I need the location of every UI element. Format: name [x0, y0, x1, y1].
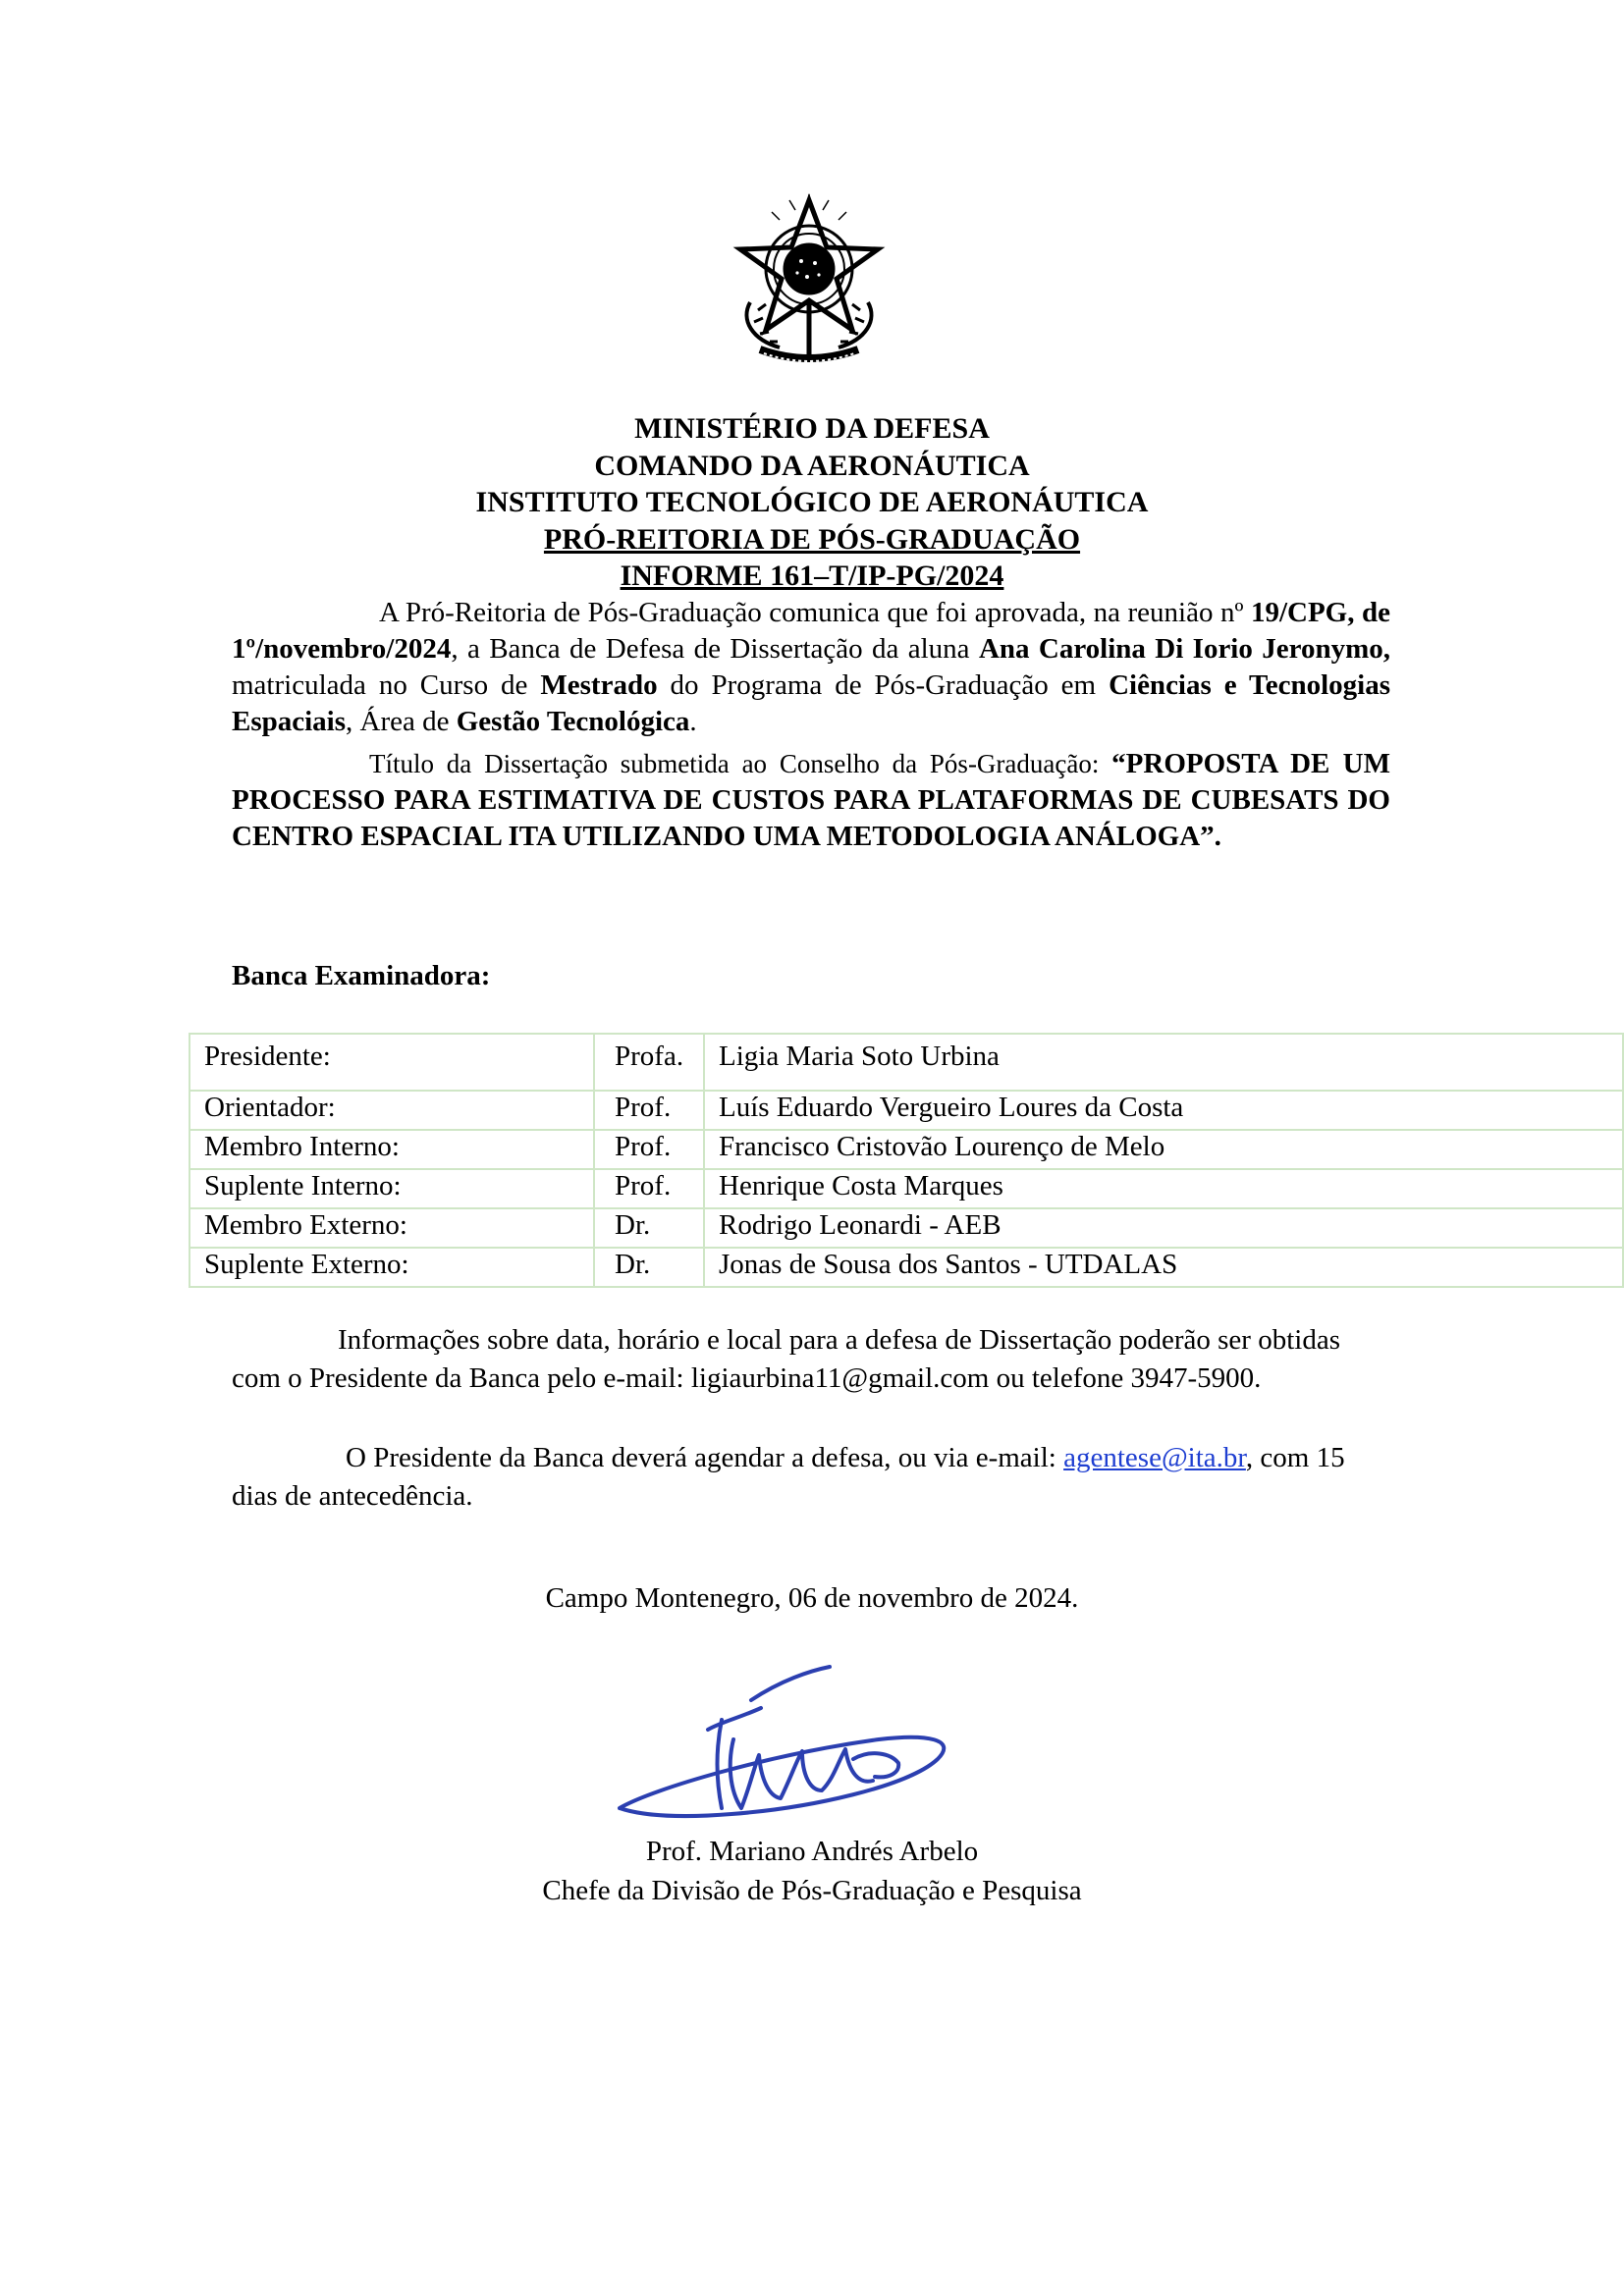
header-institute: INSTITUTO TECNOLÓGICO DE AERONÁUTICA	[475, 486, 1149, 518]
header-pro-rectory: PRÓ-REITORIA DE PÓS-GRADUAÇÃO	[543, 522, 1081, 556]
committee-member-name: Jonas de Sousa dos Santos - UTDALAS	[704, 1248, 1623, 1287]
committee-title: Prof.	[594, 1091, 704, 1130]
signer-block	[0, 1832, 1624, 1910]
committee-title: Prof.	[594, 1130, 704, 1169]
course-level: Mestrado	[540, 669, 658, 701]
handwritten-signature	[614, 1661, 967, 1828]
signer-name: Prof. Mariano Andrés Arbelo	[645, 1836, 979, 1867]
committee-role: Membro Externo:	[189, 1208, 594, 1248]
approval-text-4: do Programa de Pós-Graduação em	[657, 669, 1110, 701]
email-link[interactable]: agentese@ita.br	[1063, 1442, 1246, 1473]
committee-member-name: Rodrigo Leonardi - AEB	[704, 1208, 1623, 1248]
committee-row	[189, 1208, 1623, 1248]
approval-text-6: .	[689, 706, 697, 737]
header-command: COMANDO DA AERONÁUTICA	[594, 449, 1030, 482]
document-header	[196, 410, 1428, 595]
committee-row	[189, 1130, 1623, 1169]
coat-of-arms-seal-icon	[731, 192, 888, 369]
committee-table	[189, 1033, 1624, 1288]
place-and-date: Campo Montenegro, 06 de novembro de 2024.	[545, 1582, 1079, 1614]
committee-row	[189, 1248, 1623, 1287]
committee-row	[189, 1091, 1623, 1130]
committee-row	[189, 1169, 1623, 1208]
thesis-title: “PROPOSTA DE UM PROCESSO PARA ESTIMATIVA DE CUSTOS PARA PLATAFORMAS DE CUBESATS DO CENTRO ESPACIAL ITA UTILIZANDO UMA METODOLOGIA ANÁLOGA”.	[232, 748, 1390, 852]
thesis-title-paragraph	[232, 746, 1390, 855]
meeting-reference: 19/CPG, de 1º/novembro/2024	[232, 597, 1390, 665]
student-name: Ana Carolina Di Iorio Jeronymo,	[978, 633, 1390, 665]
scheduling-text-2: , com 15 dias de antecedência.	[232, 1442, 1345, 1512]
committee-role: Presidente:	[189, 1034, 594, 1091]
approval-text-5: , Área de	[346, 706, 457, 737]
committee-member-name: Ligia Maria Soto Urbina	[704, 1034, 1623, 1091]
committee-heading: Banca Examinadora:	[232, 960, 491, 991]
committee-role: Suplente Interno:	[189, 1169, 594, 1208]
scheduling-paragraph	[232, 1439, 1390, 1516]
committee-member-name: Luís Eduardo Vergueiro Loures da Costa	[704, 1091, 1623, 1130]
area-name: Gestão Tecnológica	[456, 706, 690, 737]
committee-role: Orientador:	[189, 1091, 594, 1130]
committee-role: Membro Interno:	[189, 1130, 594, 1169]
approval-text-3: matriculada no Curso de	[232, 669, 541, 701]
scheduling-text-1: O Presidente da Banca deverá agendar a defesa, ou via e-mail:	[346, 1442, 1064, 1473]
committee-title: Profa.	[594, 1034, 704, 1091]
committee-member-name: Henrique Costa Marques	[704, 1169, 1623, 1208]
committee-title: Dr.	[594, 1248, 704, 1287]
committee-title: Dr.	[594, 1208, 704, 1248]
committee-row	[189, 1034, 1623, 1091]
committee-member-name: Francisco Cristovão Lourenço de Melo	[704, 1130, 1623, 1169]
thesis-title-intro: Título da Dissertação submetida ao Conselho da Pós-Graduação:	[369, 749, 1112, 778]
committee-role: Suplente Externo:	[189, 1248, 594, 1287]
header-informe-number: INFORME 161–T/IP-PG/2024	[620, 560, 1004, 592]
signer-role: Chefe da Divisão de Pós-Graduação e Pesquisa	[542, 1875, 1082, 1906]
approval-paragraph	[232, 595, 1390, 740]
approval-text-1: A Pró-Reitoria de Pós-Graduação comunica que foi aprovada, na reunião nº	[379, 597, 1251, 628]
approval-text-2: , a Banca de Defesa de Dissertação da aluna	[451, 633, 979, 665]
contact-paragraph: Informações sobre data, horário e local para a defesa de Dissertação poderão ser obtidas com o Presidente da Banca pelo e-mail: ligiaurbina11@gmail.com ou telefone 3947-5900.	[232, 1324, 1340, 1394]
header-ministry: MINISTÉRIO DA DEFESA	[634, 412, 990, 445]
committee-title: Prof.	[594, 1169, 704, 1208]
program-name: Ciências e Tecnologias Espaciais	[232, 669, 1391, 737]
